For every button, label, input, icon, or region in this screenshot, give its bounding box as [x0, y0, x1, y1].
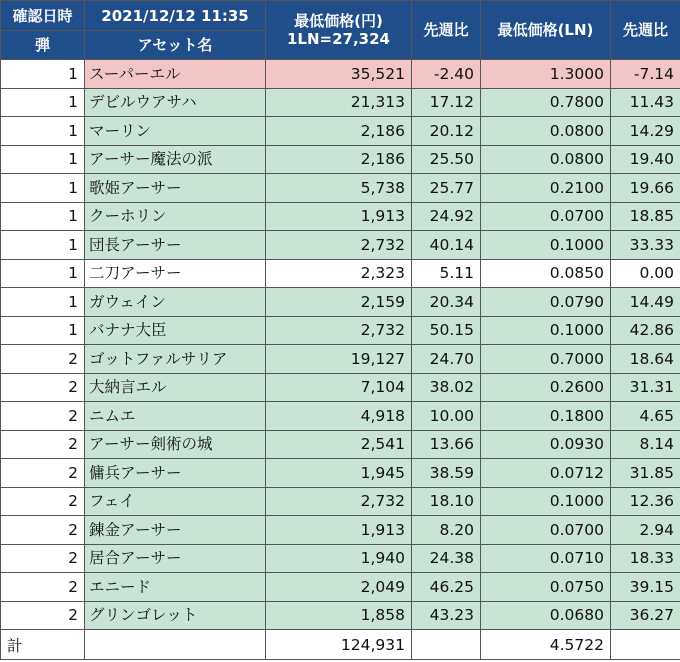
cell-min-price-yen: 5,738 — [266, 174, 412, 203]
cell-min-price-ln: 0.7000 — [481, 345, 611, 374]
cell-dan: 2 — [1, 430, 85, 459]
total-label: 計 — [1, 630, 85, 660]
cell-wow-ln: -7.14 — [611, 60, 680, 89]
total-empty-cell — [412, 630, 481, 660]
header-min-price-ln: 最低価格(LN) — [481, 1, 611, 60]
cell-dan: 2 — [1, 373, 85, 402]
cell-min-price-yen: 1,940 — [266, 544, 412, 573]
cell-asset-name: 傭兵アーサー — [85, 459, 266, 488]
cell-wow-yen: 20.12 — [412, 117, 481, 146]
cell-wow-yen: 25.77 — [412, 174, 481, 203]
table-row — [1, 288, 680, 317]
cell-dan: 1 — [1, 88, 85, 117]
table-row — [1, 145, 680, 174]
cell-dan: 1 — [1, 117, 85, 146]
cell-wow-yen: 17.12 — [412, 88, 481, 117]
cell-wow-yen: 10.00 — [412, 402, 481, 431]
cell-wow-ln: 14.29 — [611, 117, 680, 146]
cell-wow-ln: 12.36 — [611, 487, 680, 516]
table-row — [1, 487, 680, 516]
total-empty-cell — [85, 630, 266, 660]
cell-dan: 2 — [1, 601, 85, 630]
header-dan: 弾 — [1, 31, 85, 60]
cell-wow-ln: 4.65 — [611, 402, 680, 431]
cell-asset-name: 歌姫アーサー — [85, 174, 266, 203]
table-body — [1, 60, 680, 630]
cell-min-price-ln: 0.7800 — [481, 88, 611, 117]
cell-wow-ln: 18.64 — [611, 345, 680, 374]
header-confirm-label: 確認日時 — [1, 1, 85, 31]
cell-wow-yen: 20.34 — [412, 288, 481, 317]
cell-asset-name: 大納言エル — [85, 373, 266, 402]
cell-asset-name: クーホリン — [85, 202, 266, 231]
cell-dan: 2 — [1, 459, 85, 488]
cell-asset-name: 団長アーサー — [85, 231, 266, 260]
table-row — [1, 60, 680, 89]
cell-min-price-ln: 0.0712 — [481, 459, 611, 488]
header-asset-name: アセット名 — [85, 31, 266, 60]
header-datetime: 2021/12/12 11:35 — [85, 1, 266, 31]
cell-dan: 2 — [1, 516, 85, 545]
table-row — [1, 316, 680, 345]
table-row — [1, 402, 680, 431]
cell-dan: 2 — [1, 402, 85, 431]
cell-dan: 1 — [1, 231, 85, 260]
cell-min-price-ln: 0.2600 — [481, 373, 611, 402]
cell-asset-name: 錬金アーサー — [85, 516, 266, 545]
cell-wow-yen: -2.40 — [412, 60, 481, 89]
cell-wow-yen: 50.15 — [412, 316, 481, 345]
cell-min-price-yen: 19,127 — [266, 345, 412, 374]
cell-wow-ln: 36.27 — [611, 601, 680, 630]
cell-wow-ln: 31.85 — [611, 459, 680, 488]
cell-min-price-yen: 7,104 — [266, 373, 412, 402]
cell-wow-yen: 25.50 — [412, 145, 481, 174]
cell-dan: 1 — [1, 60, 85, 89]
cell-asset-name: スーパーエル — [85, 60, 266, 89]
table-row — [1, 573, 680, 602]
table-row — [1, 345, 680, 374]
cell-asset-name: ニムエ — [85, 402, 266, 431]
cell-min-price-ln: 0.0800 — [481, 145, 611, 174]
cell-dan: 2 — [1, 345, 85, 374]
cell-min-price-ln: 0.0750 — [481, 573, 611, 602]
cell-dan: 2 — [1, 487, 85, 516]
cell-wow-yen: 46.25 — [412, 573, 481, 602]
cell-wow-ln: 2.94 — [611, 516, 680, 545]
cell-min-price-yen: 1,913 — [266, 516, 412, 545]
cell-min-price-ln: 0.0710 — [481, 544, 611, 573]
cell-min-price-yen: 2,732 — [266, 231, 412, 260]
table-row — [1, 601, 680, 630]
table-row — [1, 459, 680, 488]
cell-min-price-ln: 0.0800 — [481, 117, 611, 146]
table-row — [1, 202, 680, 231]
cell-min-price-ln: 0.0680 — [481, 601, 611, 630]
cell-min-price-yen: 1,858 — [266, 601, 412, 630]
cell-min-price-ln: 0.1000 — [481, 231, 611, 260]
cell-dan: 1 — [1, 316, 85, 345]
cell-min-price-yen: 2,186 — [266, 145, 412, 174]
cell-min-price-ln: 0.0700 — [481, 202, 611, 231]
cell-wow-yen: 24.38 — [412, 544, 481, 573]
cell-min-price-yen: 21,313 — [266, 88, 412, 117]
table-row — [1, 174, 680, 203]
cell-wow-yen: 38.02 — [412, 373, 481, 402]
header-exchange-rate: 1LN=27,324 — [286, 30, 390, 48]
cell-dan: 1 — [1, 288, 85, 317]
cell-wow-yen: 13.66 — [412, 430, 481, 459]
cell-wow-ln: 33.33 — [611, 231, 680, 260]
cell-wow-ln: 18.33 — [611, 544, 680, 573]
cell-min-price-yen: 2,049 — [266, 573, 412, 602]
cell-dan: 1 — [1, 145, 85, 174]
cell-wow-yen: 24.70 — [412, 345, 481, 374]
cell-min-price-ln: 0.0930 — [481, 430, 611, 459]
table-row — [1, 117, 680, 146]
total-row — [1, 630, 680, 660]
cell-min-price-ln: 0.0850 — [481, 259, 611, 288]
cell-wow-ln: 42.86 — [611, 316, 680, 345]
cell-dan: 1 — [1, 202, 85, 231]
cell-asset-name: マーリン — [85, 117, 266, 146]
total-ln: 4.5722 — [481, 630, 611, 660]
cell-min-price-yen: 2,541 — [266, 430, 412, 459]
cell-dan: 1 — [1, 259, 85, 288]
cell-dan: 2 — [1, 544, 85, 573]
cell-wow-yen: 40.14 — [412, 231, 481, 260]
cell-wow-ln: 14.49 — [611, 288, 680, 317]
cell-min-price-yen: 2,732 — [266, 487, 412, 516]
cell-min-price-yen: 2,159 — [266, 288, 412, 317]
cell-min-price-yen: 2,186 — [266, 117, 412, 146]
table-row — [1, 430, 680, 459]
cell-asset-name: フェイ — [85, 487, 266, 516]
cell-asset-name: ゴットファルサリア — [85, 345, 266, 374]
total-empty-cell — [611, 630, 680, 660]
cell-wow-ln: 18.85 — [611, 202, 680, 231]
cell-min-price-ln: 0.2100 — [481, 174, 611, 203]
cell-min-price-yen: 4,918 — [266, 402, 412, 431]
cell-min-price-yen: 2,732 — [266, 316, 412, 345]
table-row — [1, 544, 680, 573]
cell-min-price-ln: 0.1000 — [481, 487, 611, 516]
cell-wow-ln: 8.14 — [611, 430, 680, 459]
table-row — [1, 516, 680, 545]
header-min-price-yen-label: 最低価格(円) — [294, 12, 383, 30]
cell-wow-yen: 38.59 — [412, 459, 481, 488]
cell-asset-name: 居合アーサー — [85, 544, 266, 573]
header-wow-ln: 先週比 — [611, 1, 680, 60]
cell-min-price-yen: 35,521 — [266, 60, 412, 89]
cell-dan: 2 — [1, 573, 85, 602]
cell-wow-yen: 5.11 — [412, 259, 481, 288]
cell-min-price-yen: 2,323 — [266, 259, 412, 288]
header-wow-yen: 先週比 — [412, 1, 481, 60]
total-yen: 124,931 — [266, 630, 412, 660]
cell-wow-yen: 24.92 — [412, 202, 481, 231]
cell-wow-ln: 39.15 — [611, 573, 680, 602]
cell-min-price-ln: 0.1800 — [481, 402, 611, 431]
cell-asset-name: エニード — [85, 573, 266, 602]
cell-asset-name: アーサー魔法の派 — [85, 145, 266, 174]
cell-dan: 1 — [1, 174, 85, 203]
cell-wow-ln: 0.00 — [611, 259, 680, 288]
cell-min-price-yen: 1,913 — [266, 202, 412, 231]
cell-asset-name: グリンゴレット — [85, 601, 266, 630]
header-min-price-yen — [266, 1, 412, 60]
cell-asset-name: アーサー剣術の城 — [85, 430, 266, 459]
cell-wow-ln: 19.40 — [611, 145, 680, 174]
cell-asset-name: デビルウアサハ — [85, 88, 266, 117]
table-row — [1, 88, 680, 117]
cell-wow-yen: 18.10 — [412, 487, 481, 516]
table-row — [1, 373, 680, 402]
cell-wow-yen: 8.20 — [412, 516, 481, 545]
cell-min-price-ln: 0.1000 — [481, 316, 611, 345]
cell-min-price-ln: 0.0700 — [481, 516, 611, 545]
cell-min-price-ln: 0.0790 — [481, 288, 611, 317]
cell-asset-name: バナナ大臣 — [85, 316, 266, 345]
cell-asset-name: ガウェイン — [85, 288, 266, 317]
table-row — [1, 231, 680, 260]
cell-wow-yen: 43.23 — [412, 601, 481, 630]
cell-asset-name: 二刀アーサー — [85, 259, 266, 288]
cell-wow-ln: 19.66 — [611, 174, 680, 203]
table-row — [1, 259, 680, 288]
cell-wow-ln: 31.31 — [611, 373, 680, 402]
cell-min-price-ln: 1.3000 — [481, 60, 611, 89]
cell-wow-ln: 11.43 — [611, 88, 680, 117]
cell-min-price-yen: 1,945 — [266, 459, 412, 488]
